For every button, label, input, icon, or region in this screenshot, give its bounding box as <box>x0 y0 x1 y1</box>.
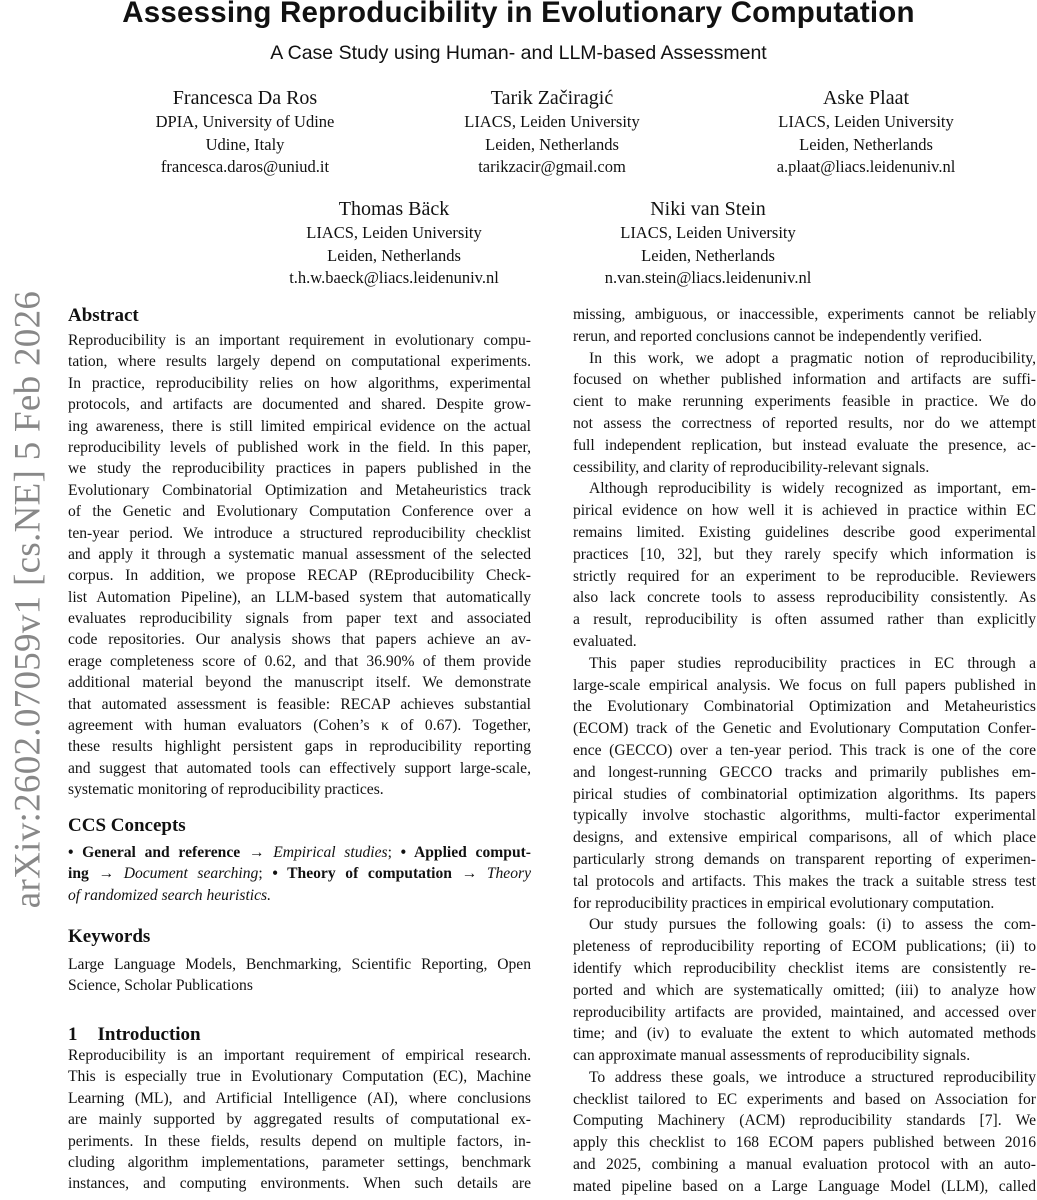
text-line: evaluates reproducibility signals from paper text and associated <box>68 610 531 628</box>
paragraph <box>573 653 1036 915</box>
author-email[interactable]: t.h.w.baeck@liacs.leidenuniv.nl <box>289 268 499 287</box>
author-email[interactable]: tarikzacir@gmail.com <box>478 157 626 176</box>
text-line: rerun, and reported conclusions cannot be independently verified. <box>573 327 983 345</box>
text-line: tal protocols and artifacts. This makes the track a suitable stress test <box>573 872 1036 890</box>
text-line: and apply it through a systematic manual assessment of the selected <box>68 545 531 563</box>
introduction-body-right <box>573 304 1036 1198</box>
text-line: agreement with human evaluators (Cohen’s κ of 0.67). Together, <box>68 717 531 735</box>
text-line: the Evolutionary Combinatorial Optimization and Metaheuristics <box>573 698 1036 716</box>
text-line: full independent replication, but instead evaluate the presence, ac- <box>573 436 1036 454</box>
keywords-heading: Keywords <box>68 926 151 947</box>
text-line: pirical studies of combinatorial optimization algorithms. Its papers <box>573 785 1036 803</box>
text-line: Science, Scholar Publications <box>68 977 253 995</box>
author-affiliation: LIACS, Leiden University <box>306 223 482 242</box>
text-line: This paper studies reproducibility practices in EC through a <box>589 654 1036 672</box>
ccs-subterm: of randomized search heuristics. <box>68 886 271 904</box>
text-line: and 2025, combining a manual evaluation protocol with an auto- <box>573 1156 1036 1174</box>
paragraph <box>573 1067 1036 1198</box>
text-line: strictly required for an experiment to be reproducible. Reviewers <box>573 567 1036 585</box>
text-line: missing, ambiguous, or inaccessible, experiments cannot be reliably <box>573 306 1036 323</box>
text-line: cluding algorithm implementations, parameter settings, benchmark <box>68 1153 531 1171</box>
text-line: mated pipeline based on a Large Language Model (LLM), called <box>573 1177 1036 1195</box>
author-name: Thomas Bäck <box>338 198 450 220</box>
author-block <box>80 86 410 179</box>
author-email[interactable]: n.van.stein@liacs.leidenuniv.nl <box>604 268 812 287</box>
author-affiliation: LIACS, Leiden University <box>464 112 640 131</box>
text-line: Reproducibility is an important requirement in evolutionary compu- <box>68 332 531 349</box>
author-email[interactable]: francesca.daros@uniud.it <box>160 157 330 176</box>
arxiv-identifier-stamp: arXiv:2602.07059v1 [cs.NE] 5 Feb 2026 <box>7 290 49 909</box>
text-line: reproducibility levels of published work in the field. In this paper, <box>68 438 531 456</box>
text-line: tation, where results largely depend on computational experiments. <box>68 353 531 371</box>
arrow: → <box>240 844 274 861</box>
author-block <box>387 86 717 179</box>
text-line: checklist tailored to EC experiments and based on Association for <box>573 1090 1036 1108</box>
author-location: Udine, Italy <box>205 134 285 154</box>
text-line: erage completeness score of 0.62, and that 36.90% of them provide <box>68 652 531 670</box>
ccs-subterm: Theory <box>486 865 531 883</box>
author-location: Leiden, Netherlands <box>641 245 775 265</box>
text-line: are mainly supported by aggregated results of computational ex- <box>68 1111 531 1129</box>
text-line: not assess the correctness of reported results, nor do we attempt <box>573 414 1036 432</box>
arrow: → <box>88 865 124 883</box>
author-name: Niki van Stein <box>650 198 766 220</box>
keywords-body <box>68 954 531 997</box>
text-line: ten-year period. We introduce a structured reproducibility checklist <box>68 524 531 542</box>
text-line: cessibility, and clarity of reproducibility-relevant signals. <box>573 458 930 476</box>
paper-title: Assessing Reproducibility in Evolutionary Computation <box>122 0 915 29</box>
text-line: protocols, and artifacts are documented and shared. Despite grow- <box>68 396 531 414</box>
text-line: for reproducibility practices in empirical evolutionary computation. <box>573 894 995 912</box>
text-line: practices [10, 32], but they rarely specify which information is <box>573 545 1036 563</box>
text-line: particularly strong demands on transparent reporting of experimen- <box>573 850 1036 868</box>
text-line: designs, and extensive empirical comparisons, all of which place <box>573 829 1036 847</box>
text-line: To address these goals, we introduce a structured reproducibility <box>589 1068 1036 1086</box>
text-line: that automated assessment is feasible: RECAP achieves substantial <box>68 695 531 713</box>
text-line: corpus. In addition, we propose RECAP (REproducibility Check- <box>68 567 531 585</box>
text-line: pleteness of reproducibility reporting of ECOM publications; (ii) to <box>573 938 1036 956</box>
section-title: Introduction <box>97 1024 201 1045</box>
text-line: ported and which are systematically omitted; (iii) to analyze how <box>573 981 1036 999</box>
text-line: systematic monitoring of reproducibility practices. <box>68 781 384 799</box>
text-line: focused on whether published information and artifacts are suffi- <box>573 371 1036 389</box>
text-line: typically involve stochastic algorithms, multi-factor experimental <box>573 807 1036 825</box>
text-line: Our study pursues the following goals: (i) to assess the com- <box>589 916 1036 934</box>
text-line: additional material beyond the manuscript itself. We demonstrate <box>68 674 531 692</box>
abstract-heading: Abstract <box>68 305 139 326</box>
author-location: Leiden, Netherlands <box>327 245 461 265</box>
text-line: In practice, reproducibility relies on how algorithms, experimental <box>68 374 531 392</box>
author-affiliation: LIACS, Leiden University <box>620 223 796 242</box>
text-line: periments. In these fields, results depend on multiple factors, in- <box>68 1132 531 1150</box>
text-line: pirical evidence on how well it is achieved in practice within EC <box>573 502 1036 520</box>
author-block <box>701 86 1031 179</box>
arrow: → <box>451 865 487 883</box>
abstract-body <box>68 330 531 801</box>
text-line: evaluated. <box>573 632 637 650</box>
text-line: instances, and computing environments. When such details are <box>68 1175 531 1193</box>
introduction-heading <box>68 1024 201 1046</box>
paragraph <box>573 478 1036 652</box>
text-line: large-scale empirical analysis. We focus on full papers published in <box>573 676 1036 694</box>
text-line: also lack concrete tools to assess reproducibility consistently. As <box>573 589 1036 607</box>
paragraph <box>573 304 1036 348</box>
paragraph <box>573 914 1036 1067</box>
author-email[interactable]: a.plaat@liacs.leidenuniv.nl <box>776 157 956 176</box>
ccs-term: • Applied comput- <box>400 844 531 861</box>
text-line: and longest-running GECCO tracks and primarily publishes em- <box>573 763 1036 781</box>
text-line: This is especially true in Evolutionary Computation (EC), Machine <box>68 1068 531 1086</box>
text-line: identify which reproducibility checklist items are consistently re- <box>573 959 1036 977</box>
ccs-term: • General and reference <box>68 844 241 861</box>
text-line: ence (GECCO) over a ten-year period. This track is one of the core <box>573 741 1036 759</box>
text-line: Computing Machinery (ACM) reproducibility standards [7]. We <box>573 1112 1036 1130</box>
text-line: cient to make rerunning experiments feasible in practice. We do <box>573 393 1036 411</box>
text-line: these results highlight persistent gaps in reproducibility reporting <box>68 738 531 756</box>
text-line: In this work, we adopt a pragmatic notion of reproducibility, <box>589 349 1036 367</box>
introduction-body-left <box>68 1045 531 1195</box>
author-location: Leiden, Netherlands <box>485 134 619 154</box>
text-line: Evolutionary Combinatorial Optimization and Metaheuristics track <box>68 481 531 499</box>
author-block <box>229 197 559 290</box>
ccs-heading: CCS Concepts <box>68 815 186 836</box>
author-name: Francesca Da Ros <box>172 87 318 109</box>
ccs-term: • Theory of computation <box>272 865 452 883</box>
text-line: ing awareness, there is still limited empirical evidence on the actual <box>68 417 531 435</box>
author-affiliation: DPIA, University of Udine <box>155 112 335 131</box>
text-line: we study the reproducibility practices in papers published in the <box>68 460 531 478</box>
author-name: Tarik Začiragić <box>490 87 614 109</box>
ccs-concepts <box>68 842 531 906</box>
text-line: time; and (iv) to evaluate the extent to which automated methods <box>573 1025 1036 1043</box>
section-number: 1 <box>68 1024 78 1045</box>
text-line: Learning (ML), and Artificial Intelligence (AI), where conclusions <box>68 1089 531 1107</box>
text-line: code repositories. Our analysis shows that papers achieve an av- <box>68 631 531 649</box>
paper-subtitle: A Case Study using Human- and LLM-based Assessment <box>270 42 767 64</box>
separator: ; <box>258 865 273 883</box>
author-location: Leiden, Netherlands <box>799 134 933 154</box>
text-line: Although reproducibility is widely recognized as important, em- <box>589 480 1036 498</box>
paragraph <box>573 348 1036 479</box>
text-line: of the Genetic and Evolutionary Computation Conference over a <box>68 503 531 521</box>
separator: ; <box>387 844 401 861</box>
text-line: apply this checklist to 168 ECOM papers published between 2016 <box>573 1134 1036 1152</box>
ccs-subterm: Document searching <box>123 865 259 883</box>
author-block <box>543 197 873 290</box>
ccs-subterm: Empirical studies <box>273 844 388 861</box>
text-line: a result, reproducibility is often assumed rather than explicitly <box>573 611 1036 629</box>
text-line: (ECOM) track of the Genetic and Evolutionary Computation Confer- <box>573 720 1036 738</box>
text-line: can approximate manual assessments of reproducibility signals. <box>573 1047 971 1065</box>
text-line: reproducibility artifacts are provided, maintained, and accessed over <box>573 1003 1036 1021</box>
text-line: remains limited. Existing guidelines describe good experimental <box>573 523 1036 541</box>
text-line: list Automation Pipeline), an LLM-based system that automatically <box>68 588 531 606</box>
text-line: and suggest that automated tools can effectively support large-scale, <box>68 759 531 777</box>
text-line: Reproducibility is an important requirement of empirical research. <box>68 1047 531 1064</box>
text-line: Large Language Models, Benchmarking, Scientific Reporting, Open <box>68 956 531 973</box>
ccs-term: ing <box>68 865 89 883</box>
author-affiliation: LIACS, Leiden University <box>778 112 954 131</box>
author-name: Aske Plaat <box>822 87 910 109</box>
